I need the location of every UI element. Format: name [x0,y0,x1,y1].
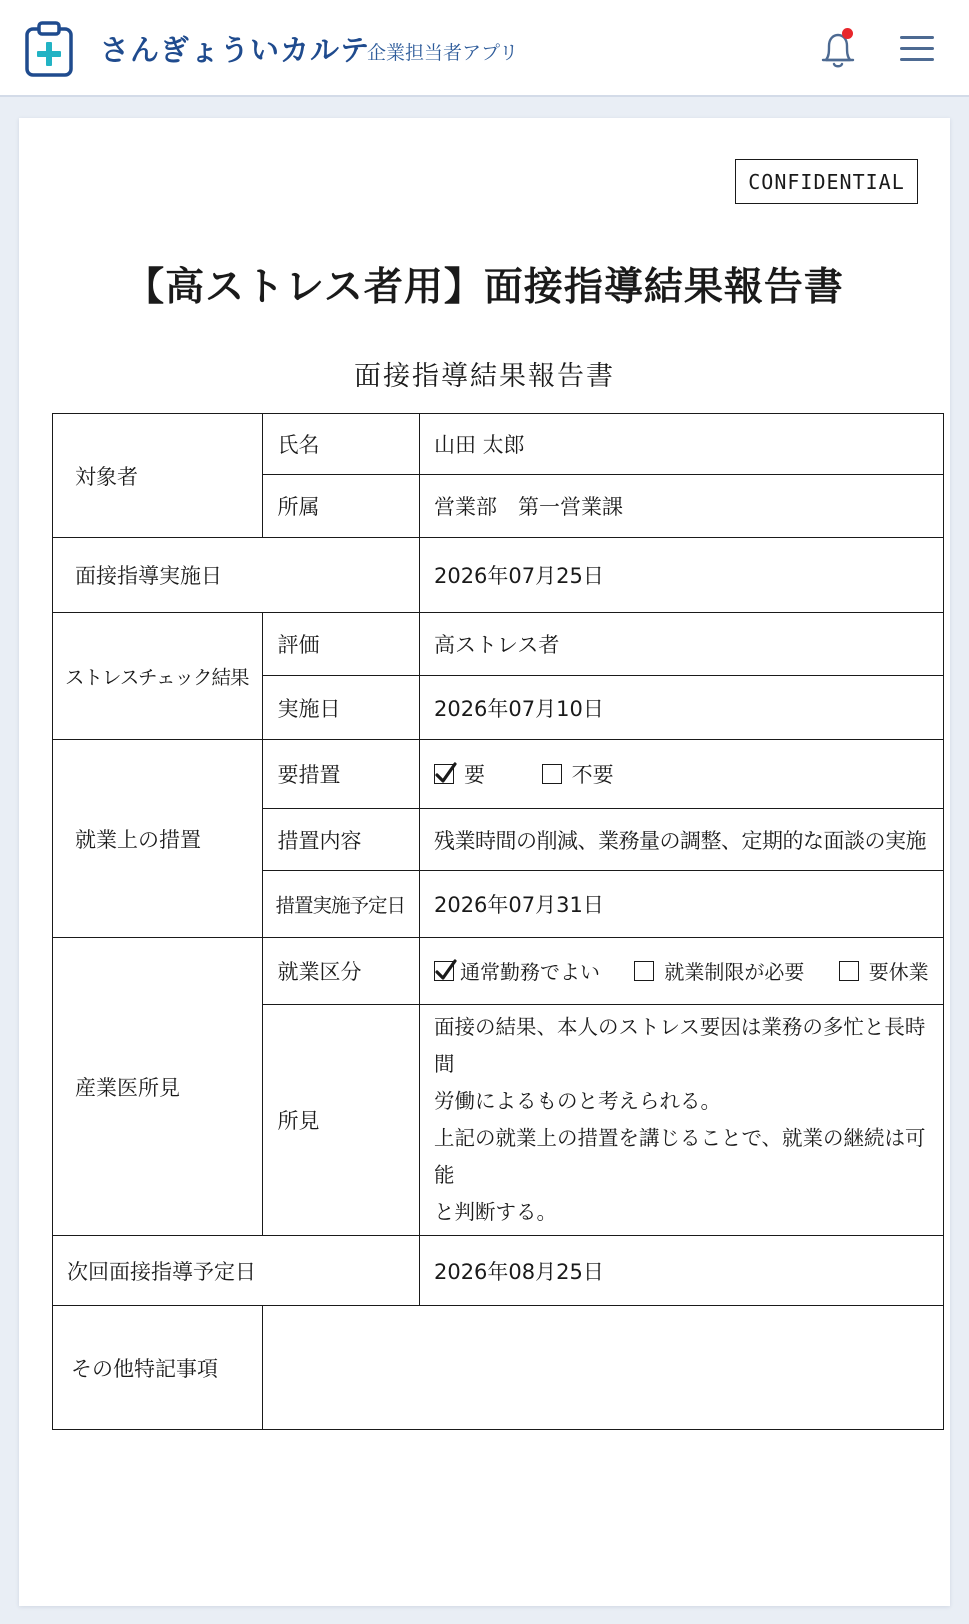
table-row [53,938,944,1005]
next-interview-value: 2026年08月25日 [419,1236,943,1306]
opinion-text: 面接の結果、本人のストレス要因は業務の多忙と長時間 労働によるものと考えられる。 上記の就業上の措置を講じることで、就業の継続は可能 と判断する。 [419,1005,943,1236]
interview-date-label: 面接指導実施日 [53,538,420,613]
opinion-label: 所見 [263,1005,420,1236]
work-class-label: 就業区分 [263,938,420,1005]
dept-label: 所属 [263,475,420,538]
checkbox-empty-icon [542,764,562,784]
work-class-option-normal[interactable]: 通常勤務でよい [434,956,600,985]
report-table [52,413,944,1430]
dept-value: 営業部 第一営業課 [419,475,943,538]
checkbox-checked-icon [434,764,454,784]
next-interview-label: 次回面接指導予定日 [53,1236,420,1306]
work-class-option-restricted[interactable]: 就業制限が必要 [634,956,804,985]
bell-icon [816,24,860,72]
app-name: さんぎょういカルテ [100,33,371,67]
notification-button[interactable] [816,24,860,72]
checkbox-empty-icon [839,961,859,981]
planned-date-value: 2026年07月31日 [419,871,943,938]
table-row [53,1236,944,1306]
notification-badge [842,28,853,39]
other-notes-value [263,1306,943,1430]
stress-check-date-label: 実施日 [263,676,420,740]
report-document [19,118,950,1606]
document-subtitle: 面接指導結果報告書 [354,361,615,392]
name-label: 氏名 [263,414,420,475]
table-row [53,538,944,613]
required-option-yes[interactable]: 要 [434,759,485,789]
menu-button[interactable] [900,34,936,64]
interview-date-value: 2026年07月25日 [419,538,943,613]
stress-check-section-label: ストレスチェック結果 [53,613,263,740]
subject-section-label: 対象者 [53,414,263,538]
measure-content-value: 残業時間の削減、業務量の調整、定期的な面談の実施 [419,809,943,871]
document-title: 【高ストレス者用】面接指導結果報告書 [125,265,844,310]
table-row [53,613,944,676]
table-row [53,740,944,809]
checkbox-empty-icon [634,961,654,981]
work-class-option-leave[interactable]: 要休業 [839,956,929,985]
other-notes-label: その他特記事項 [53,1306,263,1430]
clipboard-plus-icon [24,20,74,78]
app-subtitle: 企業担当者アプリ [367,42,519,64]
required-label: 要措置 [263,740,420,809]
table-row [53,1306,944,1430]
table-row [53,414,944,475]
work-class-options [419,938,943,1005]
checkbox-checked-icon [434,961,454,981]
name-value: 山田 太郎 [419,414,943,475]
work-measures-section-label: 就業上の措置 [53,740,263,938]
required-option-no[interactable]: 不要 [542,759,614,789]
stress-check-date-value: 2026年07月10日 [419,676,943,740]
evaluation-value: 高ストレス者 [419,613,943,676]
app-header [0,0,969,97]
confidential-stamp: CONFIDENTIAL [735,159,918,204]
measure-content-label: 措置内容 [263,809,420,871]
required-options [419,740,943,809]
evaluation-label: 評価 [263,613,420,676]
planned-date-label: 措置実施予定日 [263,871,420,938]
physician-section-label: 産業医所見 [53,938,263,1236]
